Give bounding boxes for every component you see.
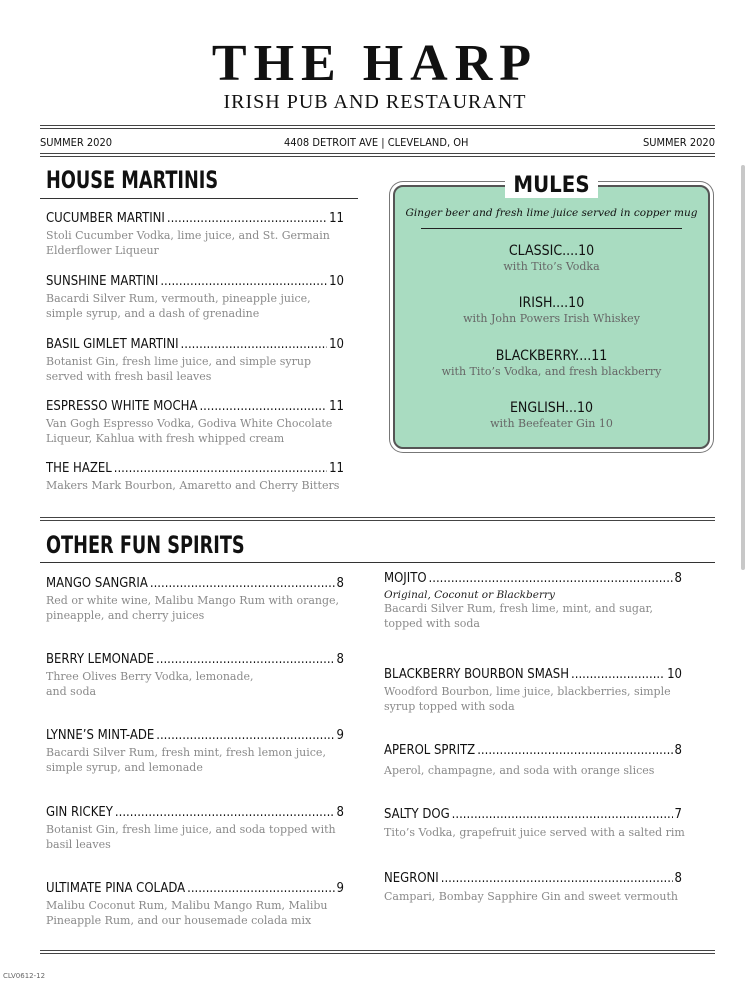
item-desc: Malibu Coconut Rum, Malibu Mango Rum, Malibu — [46, 899, 328, 912]
item-desc: Makers Mark Bourbon, Amaretto and Cherry Bitters — [46, 479, 340, 492]
item-desc: Botanist Gin, fresh lime juice, and soda topped with — [46, 823, 336, 836]
item-price: 8 — [336, 805, 344, 820]
item-desc: Botanist Gin, fresh lime juice, and simple syrup — [46, 355, 312, 368]
item-price: 9 — [336, 881, 344, 896]
mule-desc: with Beefeater Gin 10 — [490, 417, 613, 430]
mules-rule — [421, 228, 682, 229]
house-martinis-title: HOUSE MARTINIS — [46, 166, 219, 194]
item-desc: Aperol, champagne, and soda with orange slices — [384, 764, 655, 777]
section-rule-2 — [40, 520, 715, 521]
footer-rule-2 — [40, 953, 715, 954]
item-desc: simple syrup, and lemonade — [46, 761, 203, 774]
item-desc: Campari, Bombay Sapphire Gin and sweet vermouth — [384, 890, 678, 903]
mules-box — [393, 173, 710, 449]
header-rule-top — [40, 125, 715, 126]
document-code: CLV0612-12 — [3, 972, 46, 980]
item-price: 8 — [674, 571, 682, 586]
item-desc: Tito’s Vodka, grapefruit juice served with a salted rim — [384, 826, 685, 839]
item-desc: Stoli Cucumber Vodka, lime juice, and St. Germain — [46, 229, 330, 242]
menu-item — [46, 881, 344, 928]
item-price: 11 — [329, 211, 344, 226]
menu-item — [384, 807, 685, 840]
item-desc: Three Olives Berry Vodka, lemonade, — [46, 670, 254, 683]
mule-name: CLASSIC....10 — [508, 243, 595, 259]
item-variant: Original, Coconut or Blackberry — [384, 589, 555, 601]
item-price: 8 — [336, 576, 344, 591]
item-name: SUNSHINE MARTINI — [46, 274, 159, 289]
item-name: ESPRESSO WHITE MOCHA — [46, 399, 198, 414]
item-desc: Bacardi Silver Rum, fresh mint, fresh lemon juice, — [46, 746, 326, 759]
item-desc: Red or white wine, Malibu Mango Rum with orange, — [46, 594, 340, 607]
item-price: 8 — [674, 743, 682, 758]
mule-name: ENGLISH...10 — [509, 400, 594, 416]
mule-desc: with Tito’s Vodka — [503, 260, 600, 273]
item-price: 7 — [674, 807, 682, 822]
mule-item — [395, 348, 708, 378]
item-price: 10 — [329, 337, 344, 352]
item-desc: basil leaves — [46, 838, 111, 851]
item-name: MANGO SANGRIA — [46, 576, 148, 591]
item-desc: Bacardi Silver Rum, vermouth, pineapple juice, — [46, 292, 311, 305]
scrollbar[interactable] — [741, 165, 745, 570]
menu-item — [46, 399, 344, 446]
item-price: 8 — [674, 871, 682, 886]
menu-item — [46, 805, 344, 852]
item-name: BERRY LEMONADE — [46, 652, 155, 667]
mule-item — [395, 295, 708, 325]
footer-rule — [40, 950, 715, 951]
menu-item — [384, 571, 682, 631]
menu-item — [46, 211, 344, 258]
section-rule — [40, 517, 715, 518]
menu-item — [46, 274, 344, 321]
mule-item — [395, 243, 708, 273]
header-rule-top-2 — [40, 128, 715, 129]
restaurant-name: THE HARP — [211, 35, 539, 92]
item-name: MOJITO — [384, 571, 427, 586]
address: 4408 DETROIT AVE | CLEVELAND, OH — [284, 136, 469, 149]
restaurant-subtitle: IRISH PUB AND RESTAURANT — [223, 91, 527, 113]
item-price: 8 — [336, 652, 344, 667]
item-desc: simple syrup, and a dash of grenadine — [46, 307, 260, 320]
house-martinis-rule — [40, 198, 358, 199]
item-price: 10 — [667, 667, 682, 682]
item-desc: syrup topped with soda — [384, 700, 515, 713]
item-desc: Pineapple Rum, and our housemade colada mix — [46, 914, 312, 927]
item-name: CUCUMBER MARTINI — [46, 211, 165, 226]
season-right: SUMMER 2020 — [642, 136, 715, 149]
mules-note: Ginger beer and fresh lime juice served in copper mug — [405, 207, 698, 219]
item-desc: topped with soda — [384, 617, 480, 630]
item-name: BLACKBERRY BOURBON SMASH — [384, 667, 570, 682]
item-desc: Liqueur, Kahlua with fresh whipped cream — [46, 432, 285, 445]
menu-item — [384, 667, 682, 714]
menu-item — [46, 728, 344, 775]
item-name: SALTY DOG — [384, 807, 450, 822]
header-rule-bottom — [40, 153, 715, 154]
item-price: 11 — [329, 461, 344, 476]
item-price: 9 — [336, 728, 344, 743]
item-desc: Bacardi Silver Rum, fresh lime, mint, and sugar, — [384, 602, 654, 615]
item-desc: Van Gogh Espresso Vodka, Godiva White Chocolate — [46, 417, 333, 430]
item-price: 10 — [329, 274, 344, 289]
season-left: SUMMER 2020 — [40, 136, 113, 149]
mule-item — [395, 400, 708, 430]
item-desc: Elderflower Liqueur — [46, 244, 159, 257]
menu-item — [46, 652, 344, 699]
mule-name: IRISH....10 — [518, 295, 585, 311]
item-desc: pineapple, and cherry juices — [46, 609, 205, 622]
item-name: GIN RICKEY — [46, 805, 113, 820]
mule-desc: with Tito’s Vodka, and fresh blackberry — [441, 365, 662, 378]
item-desc: Woodford Bourbon, lime juice, blackberries, simple — [384, 685, 671, 698]
menu-item — [46, 337, 344, 384]
item-desc: served with fresh basil leaves — [46, 370, 212, 383]
mule-desc: with John Powers Irish Whiskey — [463, 312, 640, 325]
item-name: NEGRONI — [384, 871, 439, 886]
item-name: APEROL SPRITZ — [384, 743, 476, 758]
other-spirits-rule — [40, 562, 715, 563]
other-spirits-title: OTHER FUN SPIRITS — [46, 531, 245, 559]
header-rule-bottom-2 — [40, 156, 715, 157]
menu-item — [46, 576, 344, 623]
item-name: LYNNE’S MINT-ADE — [46, 728, 155, 743]
menu-item — [384, 743, 682, 778]
item-desc: and soda — [46, 685, 97, 698]
item-name: THE HAZEL — [46, 461, 112, 476]
item-name: ULTIMATE PINA COLADA — [46, 881, 186, 896]
menu-item — [384, 871, 682, 904]
item-name: BASIL GIMLET MARTINI — [46, 337, 179, 352]
mule-name: BLACKBERRY....11 — [495, 348, 608, 364]
mules-title: MULES — [505, 173, 597, 198]
menu-item — [46, 461, 344, 493]
item-price: 11 — [329, 399, 344, 414]
